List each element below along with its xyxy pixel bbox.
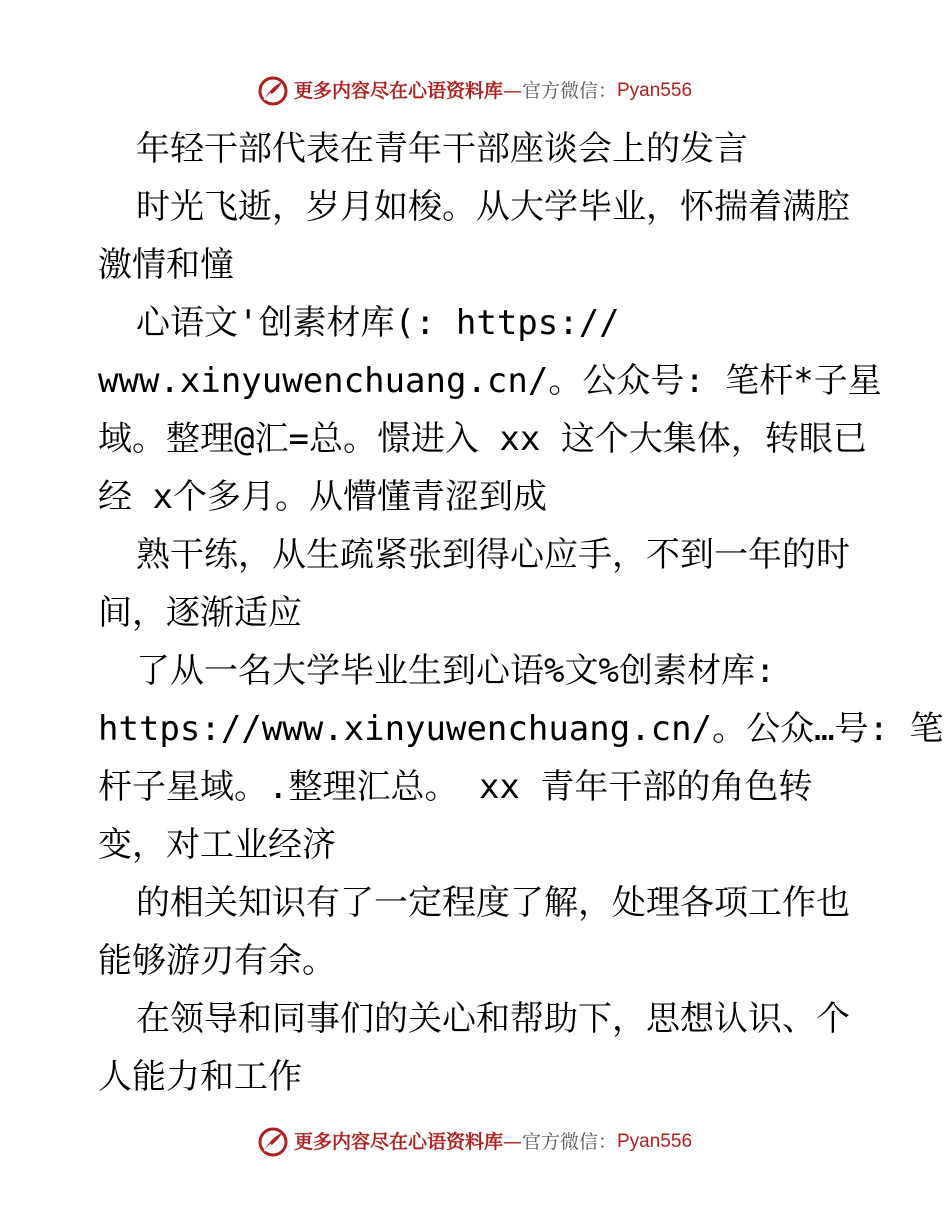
text-line: 杆子星域。.整理汇总。 xx 青年干部的角色转	[98, 767, 813, 807]
document-body	[98, 120, 944, 1106]
feather-logo-icon	[258, 76, 288, 106]
text-line: 了从一名大学毕业生到心语%文%创素材库:	[136, 651, 776, 691]
footer-banner-main-text: 更多内容尽在心语资料库	[293, 1131, 503, 1153]
text-line: 变，对工业经济	[98, 825, 336, 865]
text-line: https://www.xinyuwenchuang.cn/。公众…号: 笔	[98, 709, 944, 749]
text-line: 人能力和工作	[98, 1057, 302, 1097]
header-banner-account: Pyan556	[617, 80, 693, 101]
text-line: www.xinyuwenchuang.cn/。公众号: 笔杆*子星	[98, 361, 882, 401]
text-line: 能够游刃有余。	[98, 941, 336, 981]
text-line: 时光飞逝，岁月如梭。从大学毕业，怀揣着满腔	[136, 187, 850, 227]
header-banner[interactable]	[0, 76, 950, 106]
footer-banner-account: Pyan556	[617, 1131, 693, 1152]
text-line: 心语文'创素材库(: https://	[136, 303, 620, 343]
header-banner-main-text: 更多内容尽在心语资料库	[293, 80, 503, 102]
document-title: 年轻干部代表在青年干部座谈会上的发言	[136, 129, 748, 169]
text-line: 间，逐渐适应	[98, 593, 302, 633]
text-line: 的相关知识有了一定程度了解，处理各项工作也	[136, 883, 850, 923]
text-line: 激情和憧	[98, 245, 234, 285]
footer-banner[interactable]	[0, 1127, 950, 1157]
footer-banner-separator: —	[502, 1131, 522, 1153]
text-line: 在领导和同事们的关心和帮助下，思想认识、个	[136, 999, 850, 1039]
feather-logo-icon	[258, 1127, 288, 1157]
header-banner-separator: —	[502, 80, 522, 102]
header-banner-label: 官方微信：	[521, 80, 617, 102]
text-line: 熟干练，从生疏紧张到得心应手，不到一年的时	[136, 535, 850, 575]
text-line: 域。整理@汇=总。憬进入 xx 这个大集体，转眼已	[98, 419, 867, 459]
footer-banner-label: 官方微信：	[521, 1131, 617, 1153]
text-line: 经 x个多月。从懵懂青涩到成	[98, 477, 547, 517]
